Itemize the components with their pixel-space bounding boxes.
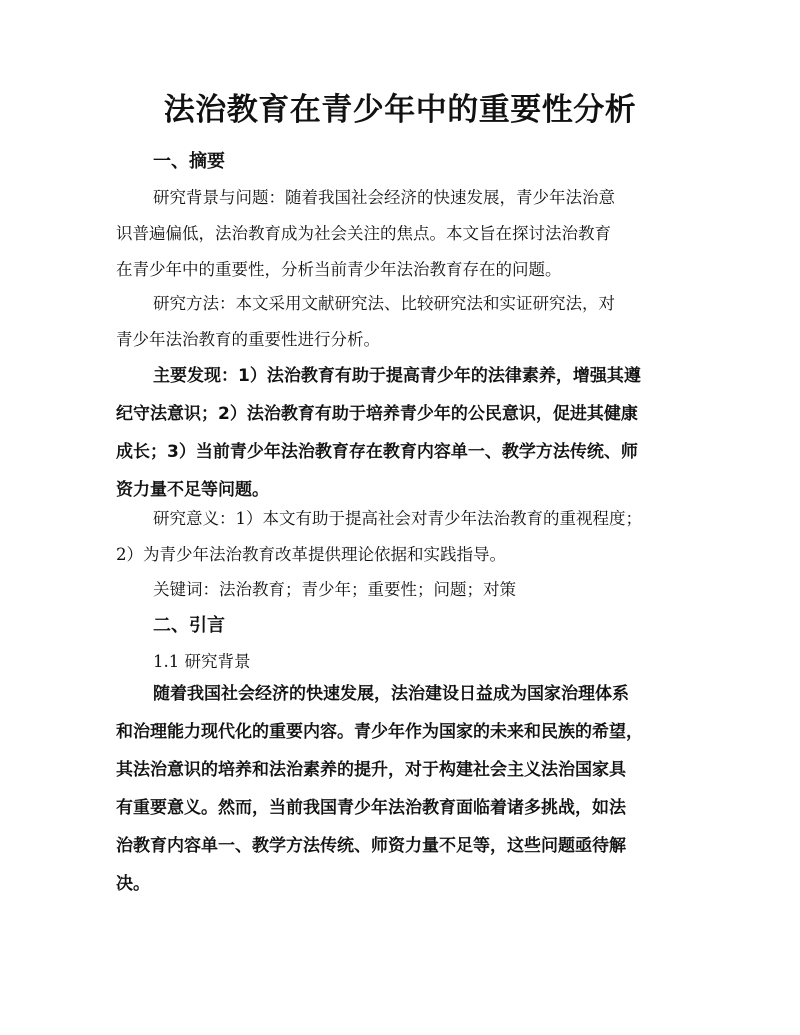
section-heading-abstract: 一、摘要 xyxy=(153,151,225,172)
paragraph-line: 2）为青少年法治教育改革提供理论依据和实践指导。 xyxy=(116,545,506,564)
paragraph-line: 研究背景与问题：随着我国社会经济的快速发展，青少年法治意 xyxy=(153,188,615,207)
paragraph-line: 决。 xyxy=(116,874,150,894)
abstract-significance-paragraph xyxy=(116,501,706,573)
page-title: 法治教育在青少年中的重要性分析 xyxy=(163,92,637,128)
section-heading-introduction: 二、引言 xyxy=(153,615,225,636)
paragraph-line: 和治理能力现代化的重要内容。青少年作为国家的未来和民族的希望， xyxy=(116,722,643,742)
introduction-body-paragraph xyxy=(116,675,706,903)
paragraph-line: 有重要意义。然而，当前我国青少年法治教育面临着诸多挑战，如法 xyxy=(116,798,626,818)
paragraph-line: 随着我国社会经济的快速发展，法治建设日益成为国家治理体系 xyxy=(153,684,629,704)
paragraph-line: 成长；3）当前青少年法治教育存在教育内容单一、教学方法传统、师 xyxy=(116,442,638,462)
subsection-heading-research-background: 1.1 研究背景 xyxy=(153,652,251,671)
keywords-paragraph xyxy=(116,572,706,608)
paragraph-line: 研究意义：1）本文有助于提高社会对青少年法治教育的重视程度； xyxy=(153,509,642,528)
paragraph-line: 其法治意识的培养和法治素养的提升，对于构建社会主义法治国家具 xyxy=(116,760,626,780)
paragraph-line: 青少年法治教育的重要性进行分析。 xyxy=(116,330,380,349)
keywords-line: 关键词：法治教育；青少年；重要性；问题；对策 xyxy=(153,580,516,599)
paragraph-line: 识普遍偏低，法治教育成为社会关注的焦点。本文旨在探讨法治教育 xyxy=(116,224,611,243)
paragraph-line: 研究方法：本文采用文献研究法、比较研究法和实证研究法，对 xyxy=(153,294,615,313)
paragraph-line: 主要发现：1）法治教育有助于提高青少年的法律素养，增强其遵 xyxy=(153,366,641,386)
paragraph-line: 纪守法意识；2）法治教育有助于培养青少年的公民意识，促进其健康 xyxy=(116,404,638,424)
paragraph-line: 治教育内容单一、教学方法传统、师资力量不足等，这些问题亟待解 xyxy=(116,836,626,856)
paragraph-line: 资力量不足等问题。 xyxy=(116,480,269,500)
abstract-method-paragraph xyxy=(116,286,706,358)
paragraph-line: 在青少年中的重要性，分析当前青少年法治教育存在的问题。 xyxy=(116,260,562,279)
abstract-findings-paragraph xyxy=(116,357,706,509)
abstract-background-paragraph xyxy=(116,180,706,288)
